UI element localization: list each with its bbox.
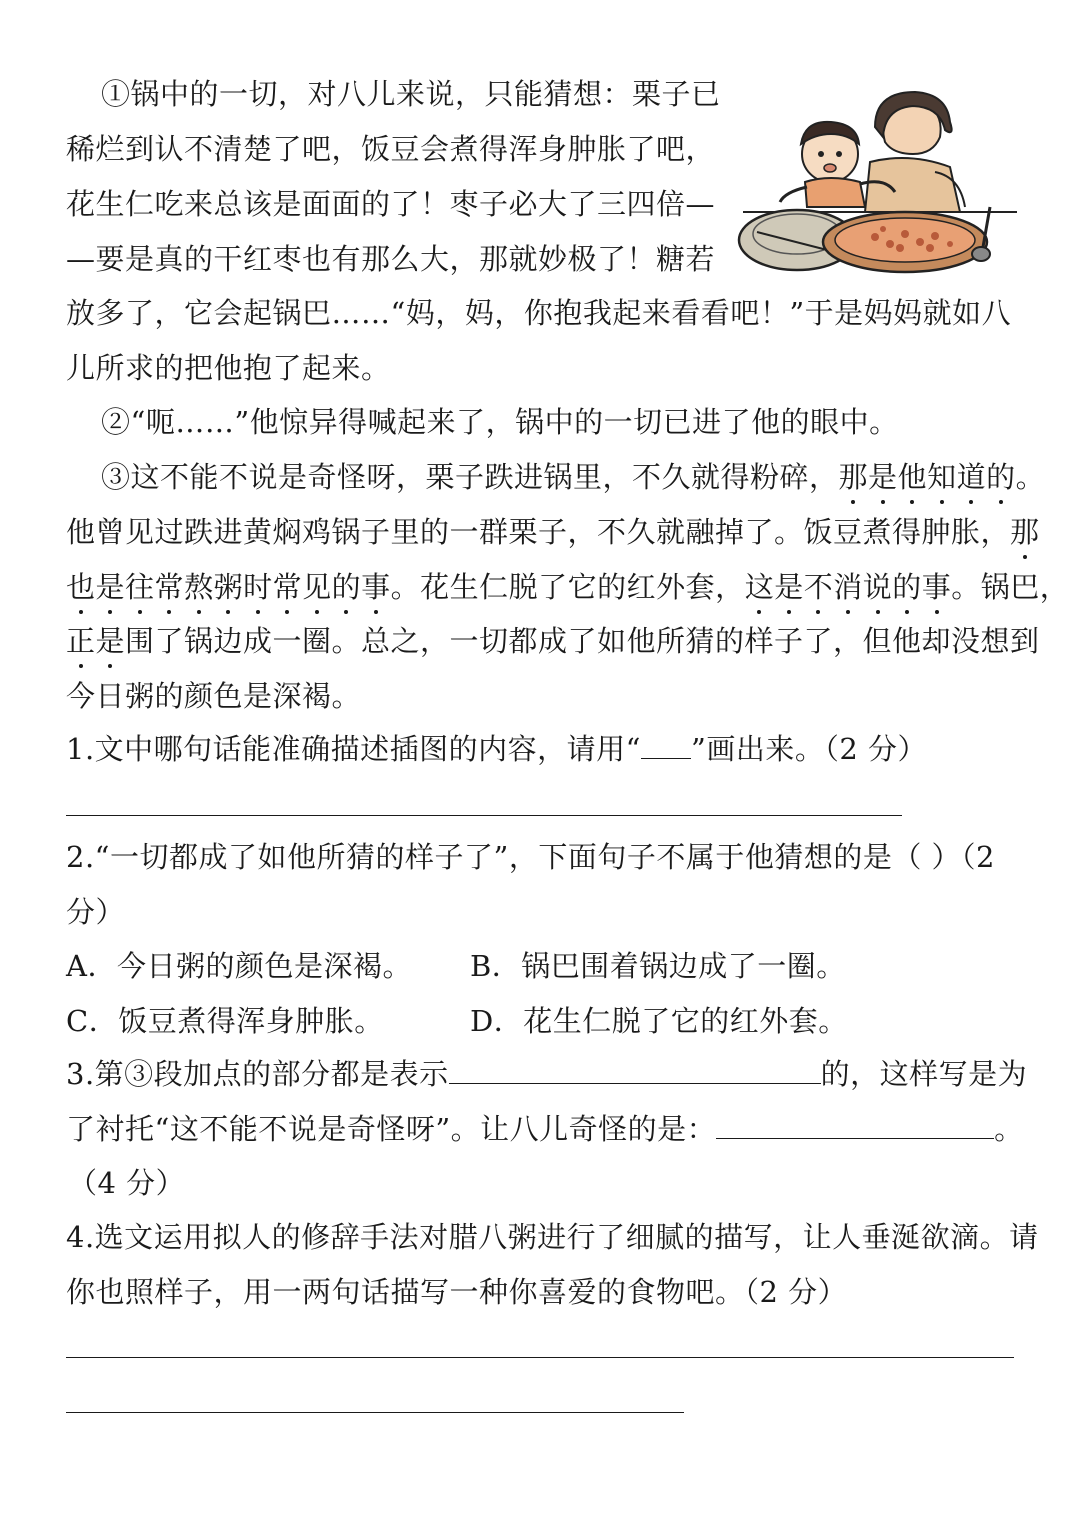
emphasis-dot-char: 是 [96, 621, 126, 661]
dotted-text [1010, 515, 1040, 549]
emphasis-dot-char: 那 [1010, 512, 1040, 552]
emphasis-dot-char: 这 [745, 567, 775, 607]
option-a[interactable]: A．今日粥的颜色是深褐。 [66, 949, 412, 983]
emphasis-dot-char: 正 [66, 621, 96, 661]
emphasis-dot-char: 说 [863, 567, 893, 607]
emphasis-dot-char: 常 [273, 567, 303, 607]
answer-blank-q3-2[interactable] [716, 1110, 994, 1139]
option-b[interactable]: B．锅巴围着锅边成了一圈。 [470, 949, 846, 983]
answer-line-q4-2[interactable] [66, 1412, 684, 1413]
text: 3.第③段加点的部分都是表示 [66, 1057, 449, 1091]
passage-line [66, 567, 1069, 607]
underline-sample [641, 730, 691, 759]
passage-line [101, 457, 1045, 497]
passage-line: 花生仁吃来总该是面面的了！枣子必大了三四倍— [66, 187, 716, 221]
emphasis-dot-char: 是 [96, 567, 126, 607]
text: 。锅巴， [951, 570, 1070, 604]
question-2-cont: 分） [66, 895, 126, 929]
question-3-cont [66, 1109, 1024, 1149]
emphasis-dot-char: 知 [927, 457, 957, 497]
emphasis-dot-char: 的 [332, 567, 362, 607]
answer-line-q4-1[interactable] [66, 1357, 1014, 1358]
answer-line-q1[interactable] [66, 815, 902, 816]
question-1 [66, 729, 927, 769]
emphasis-dot-char: 熬 [184, 567, 214, 607]
passage-line: 儿所求的把他抱了起来。 [66, 351, 391, 385]
dotted-text [745, 570, 952, 604]
passage-line: 放多了，它会起锅巴……“妈，妈，你抱我起来看看吧！”于是妈妈就如八 [66, 296, 1012, 330]
text: ”画出来。（2 分） [691, 732, 927, 766]
question-4-cont: 你也照样子，用一两句话描写一种你喜爱的食物吧。（2 分） [66, 1275, 848, 1309]
passage-line: —要是真的干红枣也有那么大，那就妙极了！糖若 [66, 242, 716, 276]
question-3-score: （4 分） [68, 1166, 186, 1200]
emphasis-dot-char: 是 [774, 567, 804, 607]
emphasis-dot-char: 时 [243, 567, 273, 607]
emphasis-dot-char: 见 [302, 567, 332, 607]
text: 了衬托“这不能不说是奇怪呀”。让八儿奇怪的是： [66, 1112, 717, 1146]
emphasis-dot-char: 是 [868, 457, 898, 497]
passage-line: 今日粥的颜色是深褐。 [66, 679, 362, 713]
question-4: 4.选文运用拟人的修辞手法对腊八粥进行了细腻的描写，让人垂涎欲滴。请 [66, 1220, 1039, 1254]
emphasis-dot-char: 的 [892, 567, 922, 607]
illustration-mother-child-pot [735, 82, 1025, 277]
emphasis-dot-char: 消 [833, 567, 863, 607]
passage-line [66, 512, 1040, 552]
text: 他曾见过跌进黄焖鸡锅子里的一群栗子，不久就融掉了。饭豆煮得肿胀， [66, 515, 1011, 549]
question-3 [66, 1054, 1027, 1094]
option-c[interactable]: C．饭豆煮得浑身肿胀。 [66, 1004, 384, 1038]
text: 。 [1015, 460, 1046, 494]
text: 1.文中哪句话能准确描述插图的内容，请用“ [66, 732, 641, 766]
dotted-text [66, 624, 125, 658]
emphasis-dot-char: 事 [361, 567, 391, 607]
emphasis-dot-char: 也 [66, 567, 96, 607]
question-2: 2.“一切都成了如他所猜的样子了”，下面句子不属于他猜想的是（ ）（2 [66, 840, 995, 874]
dotted-text [839, 460, 1016, 494]
text: 的，这样写是为 [820, 1057, 1028, 1091]
passage-line: ②“呃……”他惊异得喊起来了，锅中的一切已进了他的眼中。 [101, 405, 899, 439]
passage-line: ①锅中的一切，对八儿来说，只能猜想：栗子已 [101, 77, 721, 111]
answer-blank-q3-1[interactable] [449, 1055, 821, 1084]
emphasis-dot-char: 道 [957, 457, 987, 497]
emphasis-dot-char: 粥 [214, 567, 244, 607]
text: 围了锅边成一圈。总之，一切都成了如他所猜的样子了，但他却没想到 [125, 624, 1040, 658]
text: 。 [994, 1112, 1024, 1146]
emphasis-dot-char: 常 [155, 567, 185, 607]
emphasis-dot-char: 的 [986, 457, 1016, 497]
emphasis-dot-char: 事 [922, 567, 952, 607]
passage-line: 稀烂到认不清楚了吧，饭豆会煮得浑身肿胀了吧， [66, 132, 716, 166]
text: ③这不能不说是奇怪呀，栗子跌进锅里，不久就得粉碎， [101, 460, 839, 494]
emphasis-dot-char: 往 [125, 567, 155, 607]
emphasis-dot-char: 那 [839, 457, 869, 497]
dotted-text [66, 570, 391, 604]
emphasis-dot-char: 不 [804, 567, 834, 607]
passage-line [66, 621, 1040, 661]
option-d[interactable]: D．花生仁脱了它的红外套。 [470, 1004, 848, 1038]
emphasis-dot-char: 他 [898, 457, 928, 497]
text: 。花生仁脱了它的红外套， [390, 570, 745, 604]
